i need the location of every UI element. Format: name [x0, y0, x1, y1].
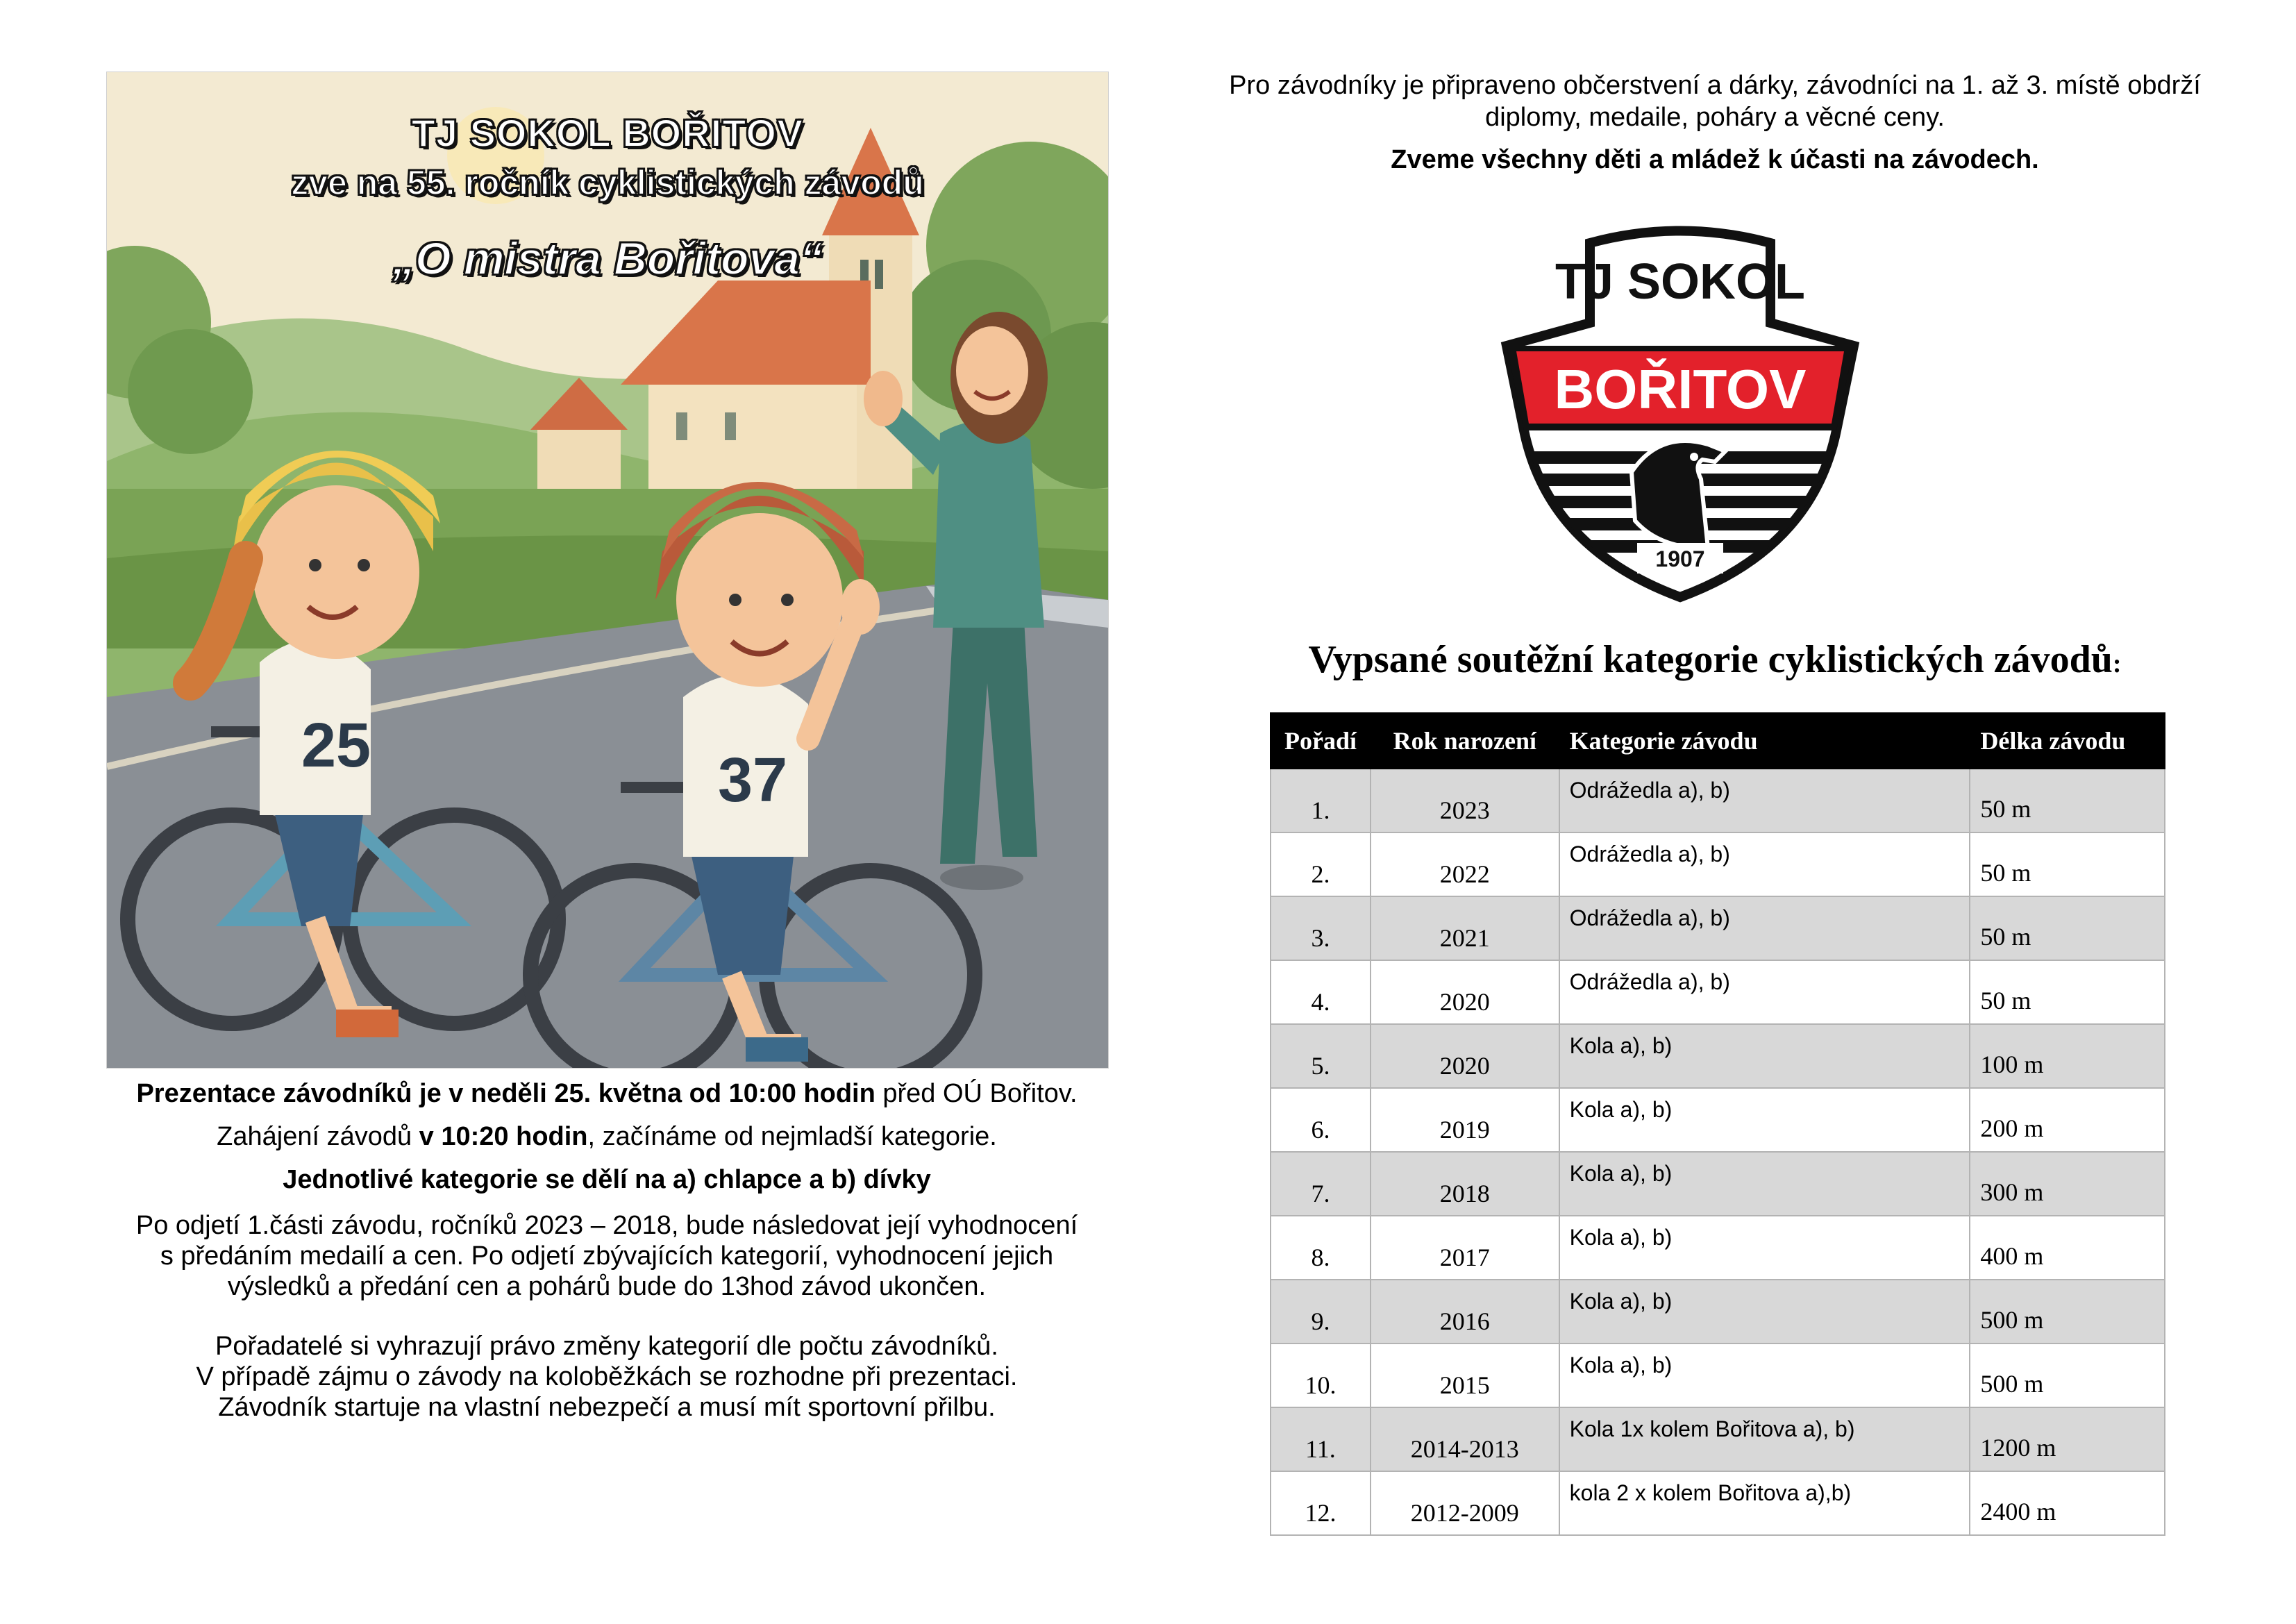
cell-birth-year: 2012-2009: [1371, 1471, 1559, 1535]
poster-illustration: [106, 72, 1109, 1069]
cell-distance: 200 m: [1970, 1088, 2165, 1152]
start-info: [106, 1121, 1107, 1152]
table-row: [1271, 1088, 2165, 1152]
start-info-start: Zahájení závodů: [217, 1122, 419, 1151]
cell-order: 1.: [1271, 769, 1371, 832]
cell-order: 4.: [1271, 960, 1371, 1024]
evaluation-line: Po odjetí 1.části závodu, ročníků 2023 – 2018, bude následovat její vyhodnocení: [135, 1211, 1078, 1240]
categories-table: [1270, 712, 2165, 1536]
table-row: [1271, 960, 2165, 1024]
table-row: [1271, 1471, 2165, 1535]
cell-category: Kola a), b): [1559, 1216, 1970, 1280]
organizer-notes: [106, 1331, 1107, 1423]
club-logo: [1486, 222, 1875, 611]
table-row: [1271, 832, 2165, 896]
organizer-note-line: V případě zájmu o závody na koloběžkách se rozhodne při prezentaci.: [196, 1362, 1018, 1391]
cell-birth-year: 2020: [1371, 1024, 1559, 1088]
header-distance: Délka závodu: [1970, 713, 2165, 769]
cell-category: Odrážedla a), b): [1559, 960, 1970, 1024]
registration-info-bold: Prezentace závodníků je v neděli 25. května od 10:00 hodin: [136, 1079, 875, 1108]
table-row: [1271, 769, 2165, 832]
cell-birth-year: 2022: [1371, 832, 1559, 896]
registration-info: [106, 1078, 1107, 1109]
cell-order: 10.: [1271, 1343, 1371, 1407]
poster-title-race-name: „O mistra Bořitova“: [392, 233, 823, 284]
cell-distance: 50 m: [1970, 960, 2165, 1024]
header-birth-year: Rok narození: [1371, 713, 1559, 769]
start-info-rest: , začínáme od nejmladší kategorie.: [587, 1122, 997, 1151]
cell-order: 6.: [1271, 1088, 1371, 1152]
cell-category: kola 2 x kolem Bořitova a),b): [1559, 1471, 1970, 1535]
cell-order: 12.: [1271, 1471, 1371, 1535]
cell-order: 3.: [1271, 896, 1371, 960]
cell-category: Odrážedla a), b): [1559, 769, 1970, 832]
poster-title-club: TJ SOKOL BOŘITOV: [411, 111, 804, 155]
cell-order: 11.: [1271, 1407, 1371, 1471]
prizes-info: [1194, 69, 2236, 133]
cell-category: Kola a), b): [1559, 1152, 1970, 1216]
evaluation-line: výsledků a předání cen a pohárů bude do 13hod závod ukončen.: [227, 1272, 987, 1301]
cell-distance: 50 m: [1970, 832, 2165, 896]
cell-birth-year: 2021: [1371, 896, 1559, 960]
table-row: [1271, 1152, 2165, 1216]
table-row: [1271, 896, 2165, 960]
table-row: [1271, 1343, 2165, 1407]
cell-category: Kola a), b): [1559, 1280, 1970, 1343]
categories-split-info: Jednotlivé kategorie se dělí na a) chlapce a b) dívky: [283, 1165, 931, 1194]
prizes-info-line: diplomy, medaile, poháry a věcné ceny.: [1485, 103, 1945, 132]
cell-birth-year: 2019: [1371, 1088, 1559, 1152]
organizer-note-line: Pořadatelé si vyhrazují právo změny kategorií dle počtu závodníků.: [215, 1332, 998, 1361]
logo-year: 1907: [1655, 546, 1705, 571]
table-header-row: [1271, 713, 2165, 769]
table-heading: [1222, 637, 2208, 682]
table-heading-colon: :: [2112, 649, 2122, 678]
cell-category: Kola a), b): [1559, 1024, 1970, 1088]
cell-order: 5.: [1271, 1024, 1371, 1088]
cell-category: Kola a), b): [1559, 1343, 1970, 1407]
cell-birth-year: 2018: [1371, 1152, 1559, 1216]
club-logo-emblem: [1486, 222, 1875, 611]
organizer-note-line: Závodník startuje na vlastní nebezpečí a musí mít sportovní přilbu.: [218, 1393, 996, 1422]
cell-distance: 500 m: [1970, 1280, 2165, 1343]
cell-birth-year: 2016: [1371, 1280, 1559, 1343]
invitation-text: Zveme všechny děti a mládež k účasti na závodech.: [1391, 145, 2039, 174]
cell-distance: 1200 m: [1970, 1407, 2165, 1471]
start-info-time: v 10:20 hodin: [419, 1122, 588, 1151]
logo-top-text: TJ SOKOL: [1555, 254, 1806, 310]
rider1-number: 25: [301, 711, 371, 780]
cell-distance: 500 m: [1970, 1343, 2165, 1407]
cell-birth-year: 2023: [1371, 769, 1559, 832]
cell-category: Odrážedla a), b): [1559, 896, 1970, 960]
cell-order: 8.: [1271, 1216, 1371, 1280]
header-order: Pořadí: [1271, 713, 1371, 769]
cell-category: Kola a), b): [1559, 1088, 1970, 1152]
cell-category: Odrážedla a), b): [1559, 832, 1970, 896]
cell-birth-year: 2014-2013: [1371, 1407, 1559, 1471]
illustration-scene: [107, 72, 1108, 1068]
table-row: [1271, 1216, 2165, 1280]
cell-birth-year: 2015: [1371, 1343, 1559, 1407]
table-row: [1271, 1024, 2165, 1088]
evaluation-line: s předáním medailí a cen. Po odjetí zbývajících kategorií, vyhodnocení jejich: [160, 1241, 1054, 1271]
evaluation-info: [106, 1210, 1107, 1302]
header-category: Kategorie závodu: [1559, 713, 1970, 769]
cell-order: 7.: [1271, 1152, 1371, 1216]
cell-distance: 100 m: [1970, 1024, 2165, 1088]
cell-distance: 50 m: [1970, 769, 2165, 832]
cell-birth-year: 2020: [1371, 960, 1559, 1024]
cell-order: 9.: [1271, 1280, 1371, 1343]
registration-info-rest: před OÚ Bořitov.: [875, 1079, 1078, 1108]
table-heading-text: Vypsané soutěžní kategorie cyklistických závodů: [1308, 638, 2113, 681]
cell-distance: 400 m: [1970, 1216, 2165, 1280]
logo-banner-text: BOŘITOV: [1554, 358, 1807, 420]
cell-distance: 300 m: [1970, 1152, 2165, 1216]
cell-order: 2.: [1271, 832, 1371, 896]
cell-distance: 50 m: [1970, 896, 2165, 960]
cell-category: Kola 1x kolem Bořitova a), b): [1559, 1407, 1970, 1471]
table-row: [1271, 1280, 2165, 1343]
poster-title-invite: zve na 55. ročník cyklistických závodů: [291, 163, 924, 202]
table-row: [1271, 1407, 2165, 1471]
cell-distance: 2400 m: [1970, 1471, 2165, 1535]
cell-birth-year: 2017: [1371, 1216, 1559, 1280]
prizes-info-line: Pro závodníky je připraveno občerstvení a dárky, závodníci na 1. až 3. místě obdrží: [1229, 71, 2201, 100]
rider2-number: 37: [717, 746, 788, 815]
